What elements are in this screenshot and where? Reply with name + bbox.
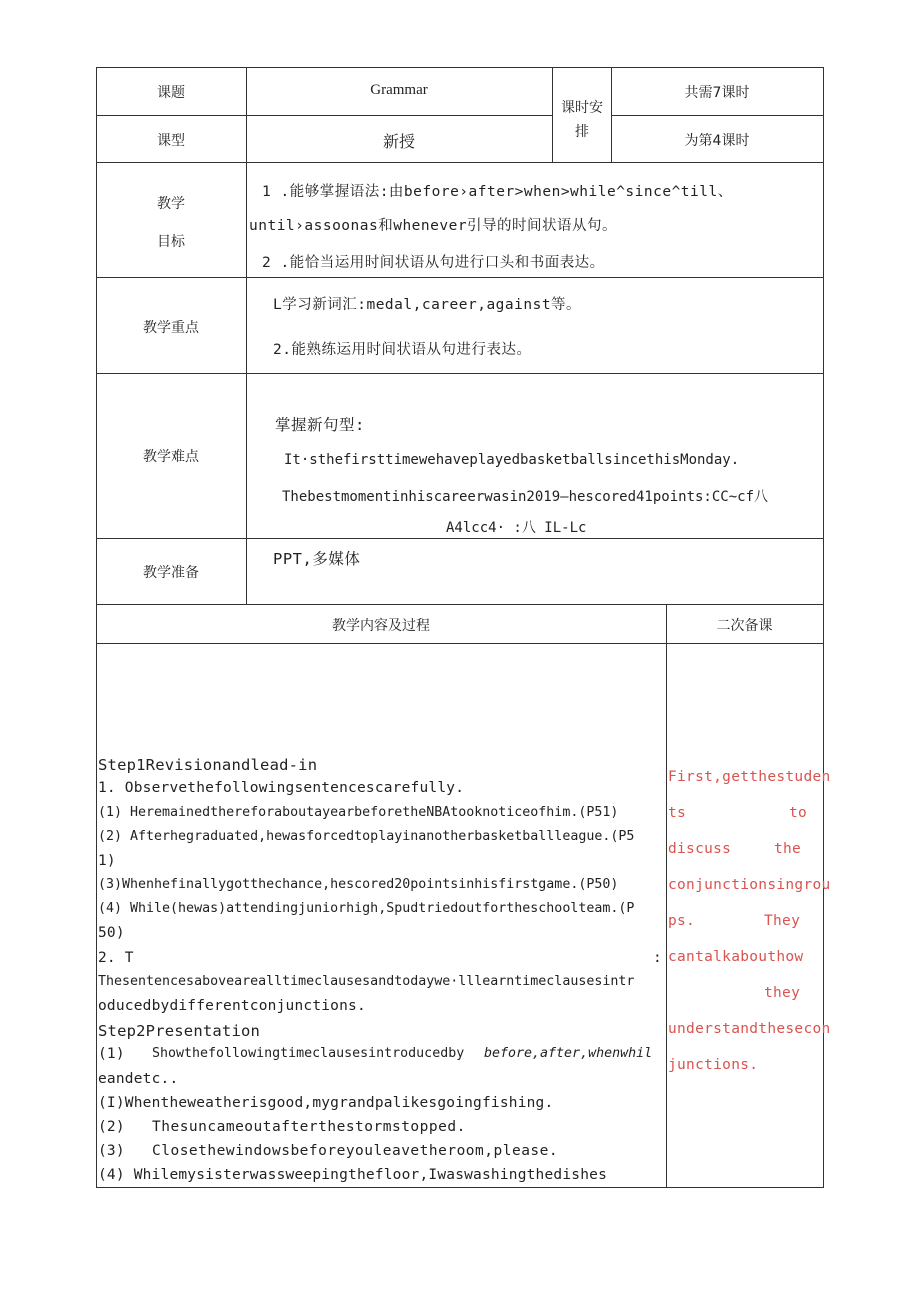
- objectives-label-1: 教学: [157, 196, 185, 212]
- table-border-bottom: [96, 1187, 824, 1188]
- process-line: 1. Observethefollowingsentencescarefully.: [98, 780, 465, 796]
- schedule-label: 课时安排: [561, 100, 603, 140]
- difficulty-line-4: A4lcc4· :八 IL-Lc: [446, 520, 587, 536]
- note-line: They: [764, 913, 801, 929]
- total-hours: 共需7课时: [684, 85, 750, 101]
- note-line: First,getthestuden: [668, 769, 831, 785]
- row-divider-6: [96, 604, 824, 605]
- key-point-line-1: L学习新词汇:medal,career,against等。: [273, 297, 582, 313]
- row-divider-2: [96, 162, 824, 163]
- note-line: to: [789, 805, 808, 821]
- note-line: cantalkabouthow: [668, 949, 804, 965]
- note-line: ps.: [668, 913, 696, 929]
- row-divider-4: [96, 373, 824, 374]
- second-prep-header: 二次备课: [716, 618, 773, 634]
- preparation-label: 教学准备: [143, 565, 199, 581]
- process-line: :: [653, 950, 663, 966]
- process-line-italic: eandetc..: [98, 1071, 179, 1087]
- process-header: 教学内容及过程: [332, 618, 430, 634]
- preparation-value: PPT,多媒体: [273, 550, 361, 568]
- objective-line-3: 2 .能恰当运用时间状语从句进行口头和书面表达。: [262, 255, 605, 271]
- objectives-label-2: 目标: [157, 234, 185, 250]
- difficulty-line-2: It·sthefirsttimewehaveplayedbasketballsincethisMonday.: [284, 452, 740, 468]
- process-line: Step2Presentation: [98, 1022, 261, 1040]
- process-line: 2. T: [98, 950, 134, 966]
- note-line: junctions.: [668, 1057, 759, 1073]
- process-line: (4) Whilemysisterwassweepingthefloor,Iwaswashingthedishes: [98, 1167, 607, 1183]
- process-line: (4) While(hewas)attendingjuniorhigh,Spudtriedoutfortheschoolteam.(P: [98, 901, 635, 916]
- current-hour: 为第4课时: [684, 133, 750, 149]
- difficulties-label: 教学难点: [143, 449, 199, 465]
- table-border-top: [96, 67, 824, 68]
- process-line: 50): [98, 925, 125, 941]
- process-line: Thesuncameoutafterthestormstopped.: [152, 1119, 466, 1135]
- process-line: (2): [98, 1119, 125, 1135]
- process-line: (1): [98, 1046, 125, 1062]
- col-divider-schedule-left: [552, 67, 553, 163]
- topic-label: 课题: [157, 85, 185, 101]
- row-divider-1b: [611, 115, 824, 116]
- process-line: 1): [98, 853, 116, 869]
- objective-line-2: until›assoonas和whenever引导的时间状语从句。: [249, 218, 618, 234]
- process-line: Step1Revisionandlead-in: [98, 756, 318, 774]
- note-line: the: [774, 841, 802, 857]
- topic-value: Grammar: [370, 82, 428, 98]
- note-line: understandthesecon: [668, 1021, 831, 1037]
- row-divider-3: [96, 277, 824, 278]
- process-line: (1) HeremainedthereforaboutayearbeforetheNBAtooknoticeofhim.(P51): [98, 805, 619, 820]
- note-line: conjunctionsingrou: [668, 877, 831, 893]
- process-line: (3)Whenhefinallygotthechance,hescored20pointsinhisfirstgame.(P50): [98, 877, 619, 892]
- process-line: (I)Whentheweatherisgood,mygrandpalikesgoingfishing.: [98, 1095, 554, 1111]
- note-line: they: [764, 985, 801, 1001]
- row-divider-7: [96, 643, 824, 644]
- difficulty-line-1: 掌握新句型:: [275, 416, 365, 434]
- key-point-line-2: 2.能熟练运用时间状语从句进行表达。: [273, 342, 532, 358]
- process-line: Thesentencesabovearealltimeclausesandtodaywe·lllearntimeclausesintr: [98, 974, 635, 989]
- row-divider-5: [96, 538, 824, 539]
- objective-line-1: 1 .能够掌握语法:由before›after>when>while^since^till、: [262, 184, 733, 200]
- process-line: Closethewindowsbeforeyouleavetheroom,please.: [152, 1143, 559, 1159]
- note-line: ts: [668, 805, 687, 821]
- note-line: discuss: [668, 841, 732, 857]
- process-line: oducedbydifferentconjunctions.: [98, 998, 366, 1014]
- col-divider-process: [666, 604, 667, 1188]
- table-border-right: [823, 67, 824, 1188]
- type-label: 课型: [157, 133, 185, 149]
- process-line: (2) Afterhegraduated,hewasforcedtoplayinanotherbasketballleague.(P5: [98, 829, 635, 844]
- row-divider-1a: [96, 115, 553, 116]
- process-line-italic: before,after,whenwhil: [484, 1046, 653, 1061]
- process-line: Showthefollowingtimeclausesintroducedby: [152, 1046, 465, 1061]
- type-value: 新授: [382, 132, 415, 151]
- key-points-label: 教学重点: [143, 320, 199, 336]
- process-line: (3): [98, 1143, 125, 1159]
- difficulty-line-3: Thebestmomentinhiscareerwasin2019—hescored41points:CC~cf八: [282, 489, 769, 505]
